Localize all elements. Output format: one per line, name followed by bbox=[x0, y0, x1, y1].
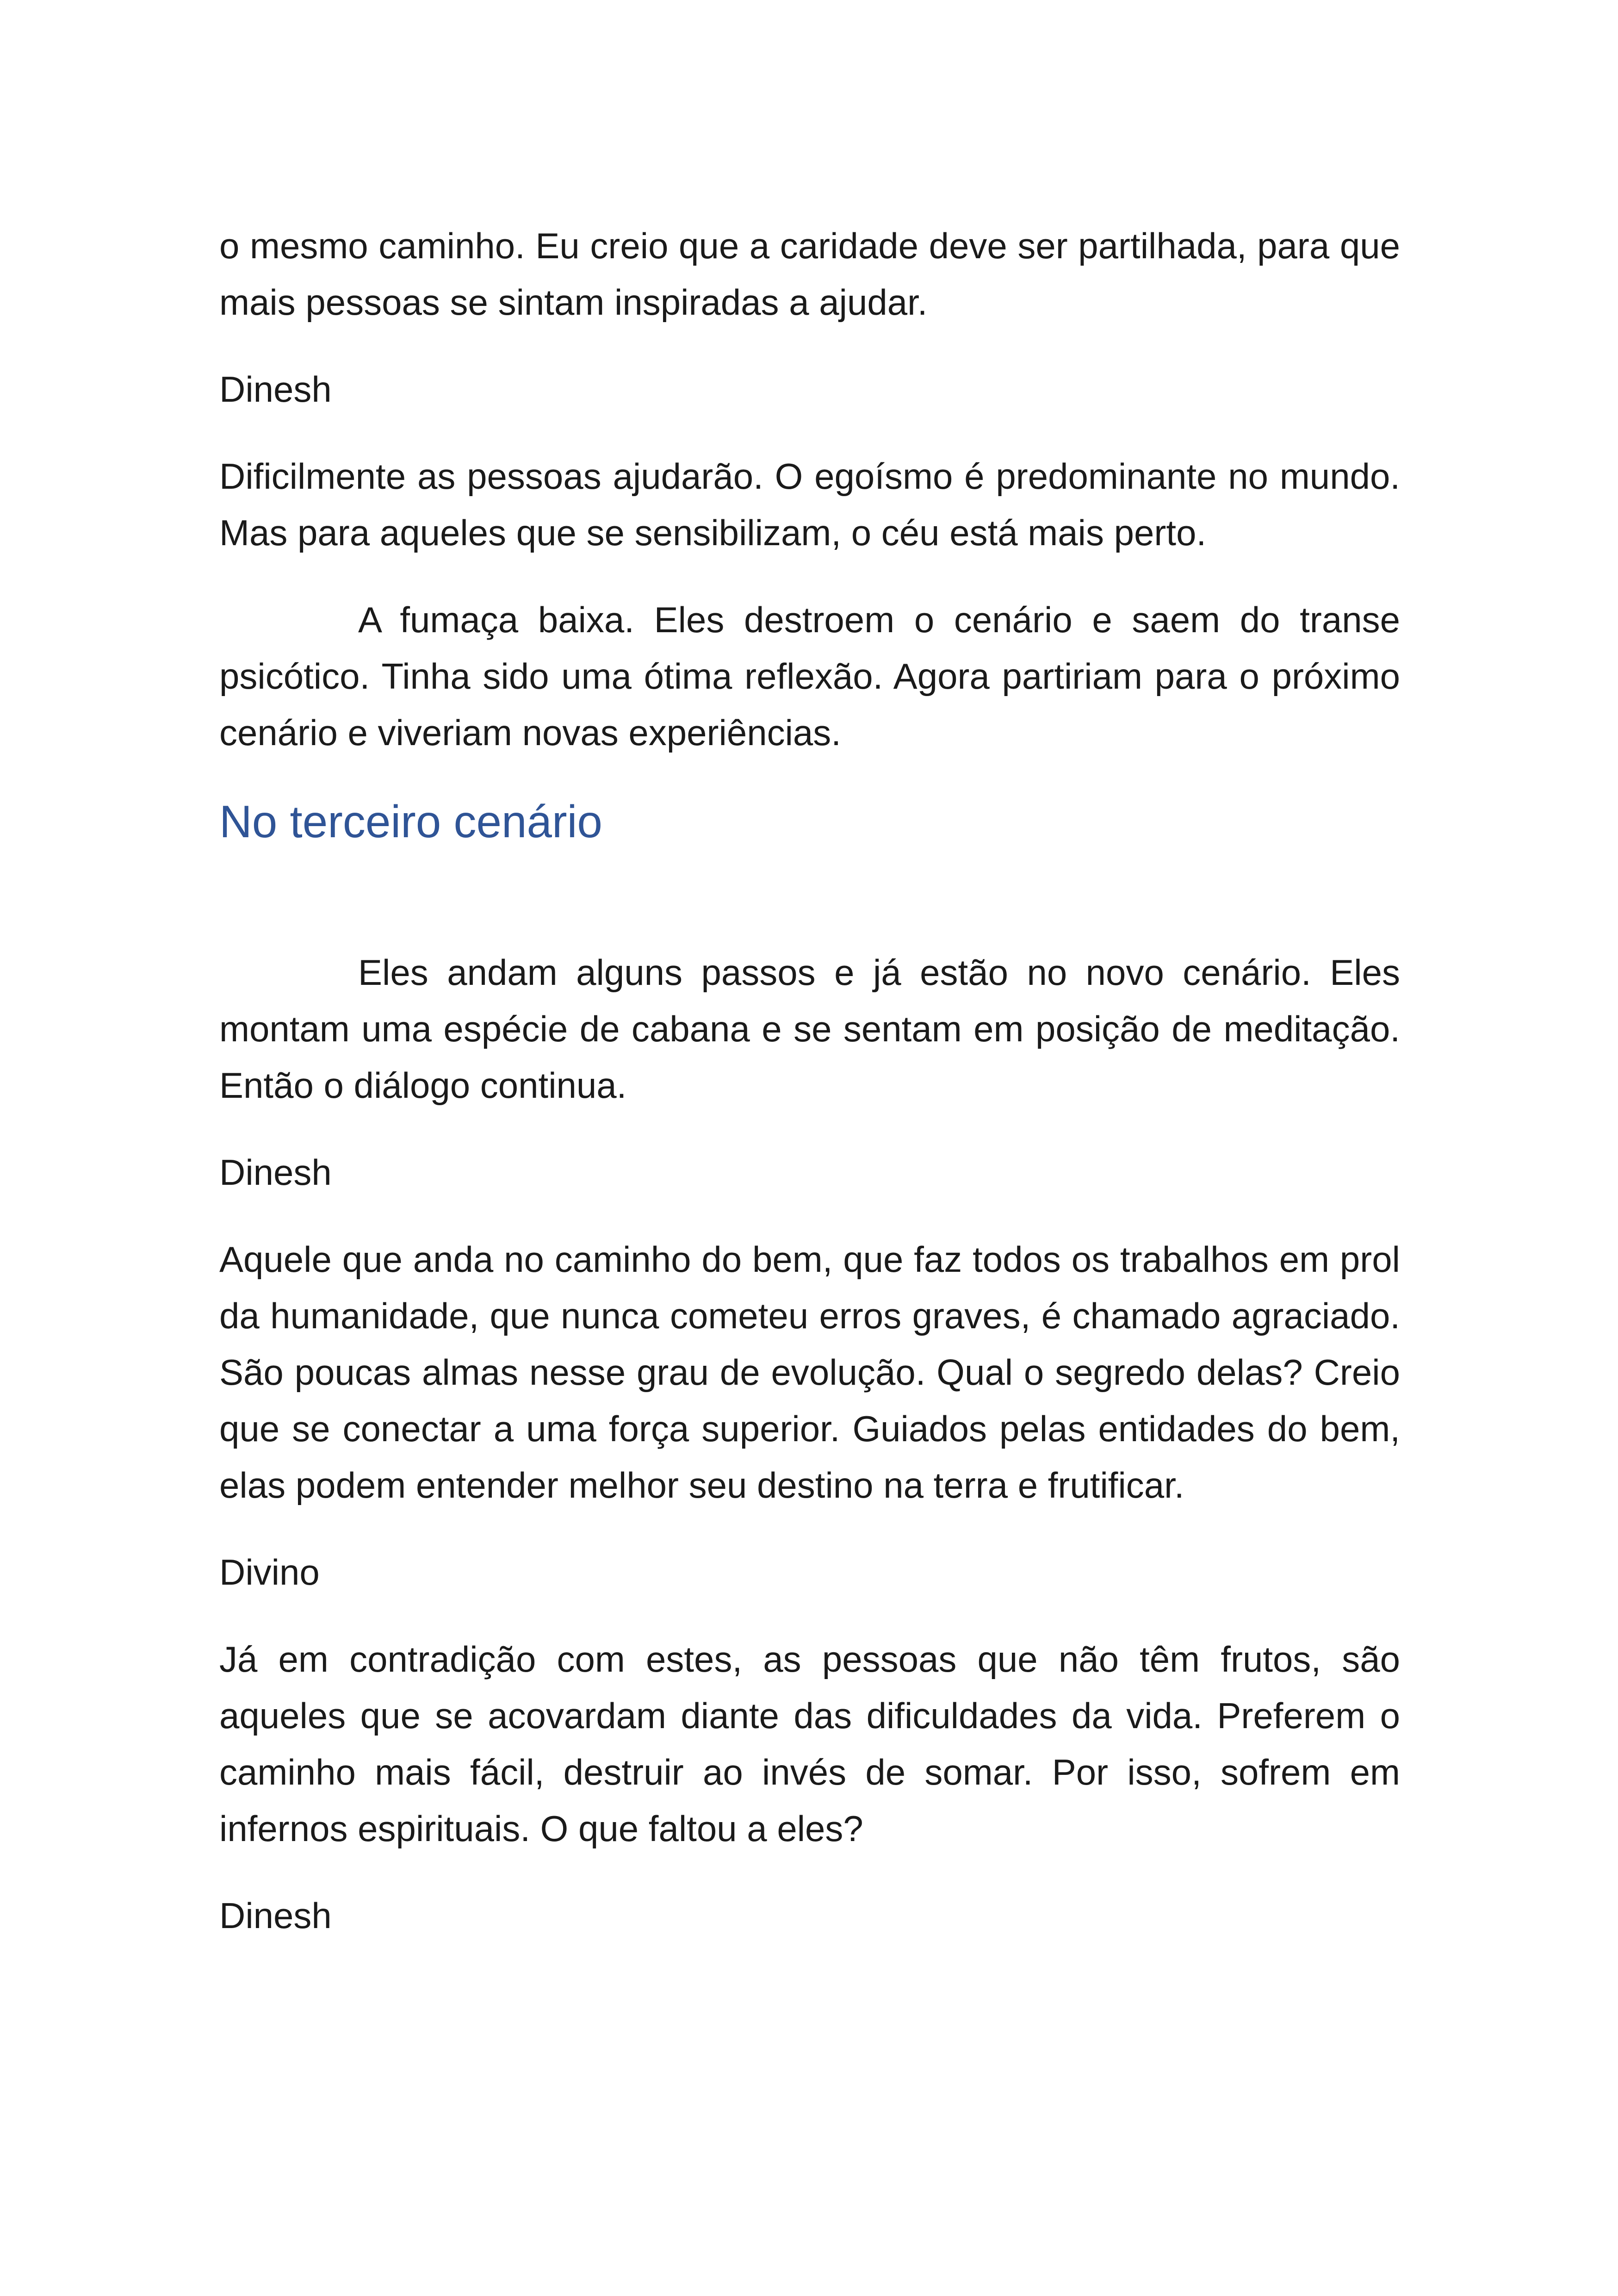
speaker-label-dinesh: Dinesh bbox=[219, 1895, 332, 1936]
speaker-label-divino: Divino bbox=[219, 1552, 320, 1593]
document-body bbox=[219, 218, 1400, 1974]
narration-paragraph: A fumaça baixa. Eles destroem o cenário e saem do transe psicótico. Tinha sido uma ótima reflexão. Agora partiriam para o próximo cenário e viveriam novas experiências. bbox=[219, 599, 1400, 753]
speaker-label-dinesh: Dinesh bbox=[219, 1152, 332, 1193]
speaker-label-dinesh: Dinesh bbox=[219, 369, 332, 410]
section-heading: No terceiro cenário bbox=[219, 796, 602, 847]
narration-paragraph: Eles andam alguns passos e já estão no novo cenário. Eles montam uma espécie de cabana e se sentam em posição de meditação. Então o diálogo continua. bbox=[219, 952, 1400, 1106]
dialogue-paragraph: Aquele que anda no caminho do bem, que faz todos os trabalhos em prol da humanidade, que nunca cometeu erros graves, é chamado agraciado. São poucas almas nesse grau de evolução. Qual o segredo delas? Creio que se conectar a uma força superior. Guiados pelas entidades do bem, elas podem entender melhor seu destino na terra e frutificar. bbox=[219, 1239, 1400, 1506]
dialogue-paragraph: Já em contradição com estes, as pessoas que não têm frutos, são aqueles que se acovardam diante das dificuldades da vida. Preferem o caminho mais fácil, destruir ao invés de somar. Por isso, sofrem em infernos espirituais. O que faltou a eles? bbox=[219, 1639, 1400, 1849]
dialogue-paragraph: Dificilmente as pessoas ajudarão. O egoísmo é predominante no mundo. Mas para aqueles que se sensibilizam, o céu está mais perto. bbox=[219, 456, 1400, 553]
paragraph-continuation: o mesmo caminho. Eu creio que a caridade deve ser partilhada, para que mais pessoas se sintam inspiradas a ajudar. bbox=[219, 225, 1400, 323]
